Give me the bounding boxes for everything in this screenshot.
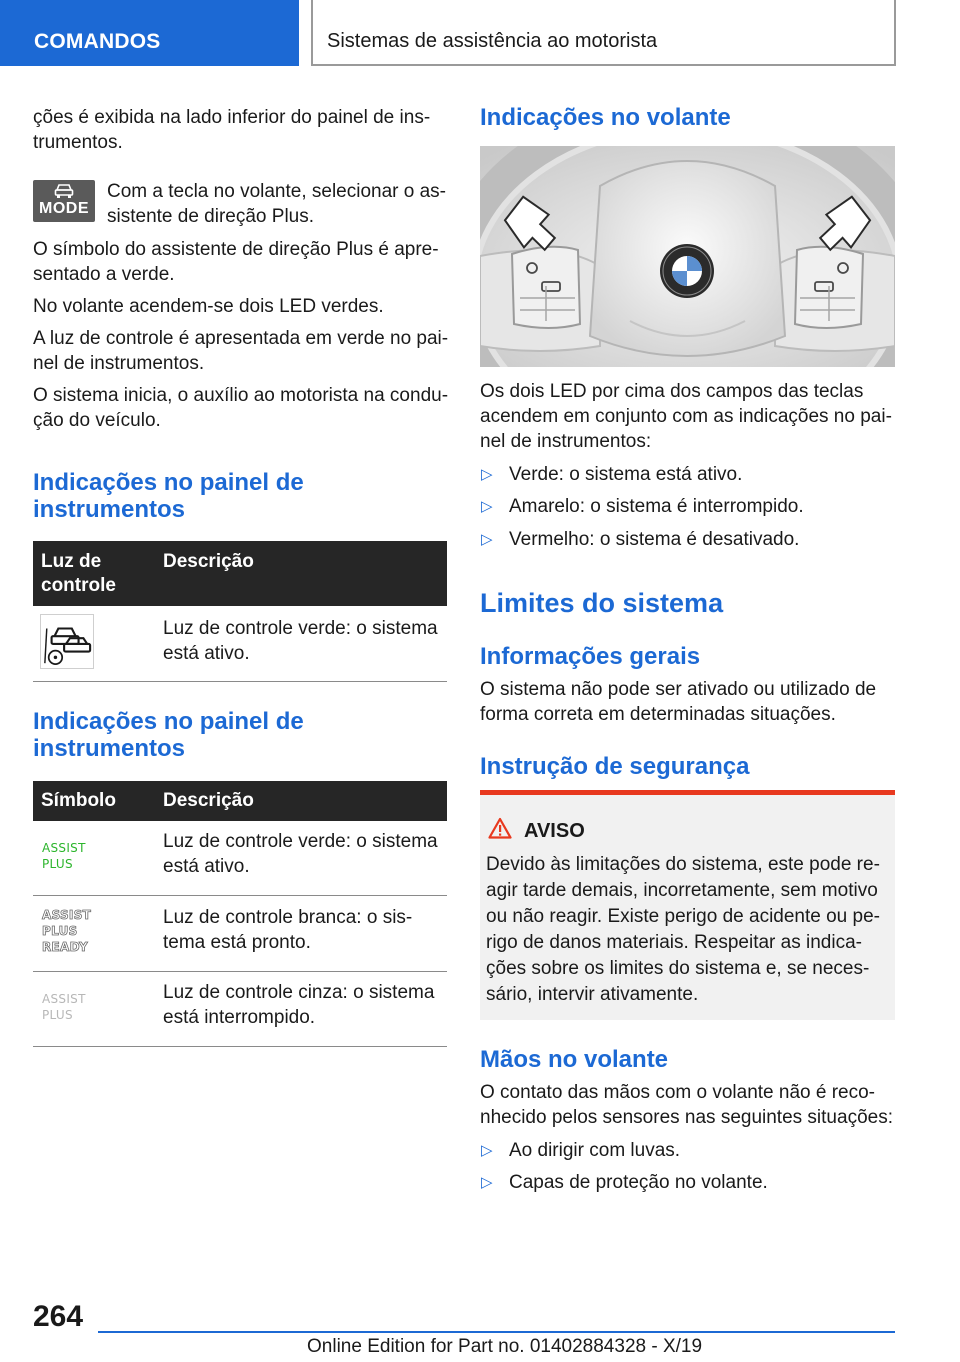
table2-col1: Símbolo [41,790,116,811]
heading-instrument-panel-1b: instrumentos [33,496,186,523]
heading-instrument-panel-2a: Indicações no painel de [33,708,304,735]
table2-row3-divider [33,1046,447,1047]
heading-general-info: Informações gerais [480,643,701,670]
warning-box [480,790,895,1020]
mode-text-line-1: Com a tecla no volante, selecionar o as- [107,181,447,202]
table2-col2: Descrição [163,790,254,811]
intro-line-1: ções é exibida na lado inferior do painel de ins- [33,107,431,128]
table2-row1-desc-1: Luz de controle verde: o sistema [163,831,438,852]
table2-row2-divider [33,971,447,972]
section-title: COMANDOS [34,30,161,53]
table2-header [33,781,447,821]
hands-text-line-2: nhecido pelos sensores nas seguintes situações: [480,1107,893,1128]
assist-plus-green-l2: PLUS [42,857,73,871]
car-icon [54,184,74,199]
table1-row1-desc-2: está ativo. [163,643,250,664]
symbol-text-line-1: O símbolo do assistente de direção Plus é apre- [33,239,439,260]
footer-rule [98,1331,895,1333]
table2-row1-divider [33,895,447,896]
warning-text: Devido às limitações do sistema, este pode re- agir tarde demais, incorretamente, sem motivo ou não reagir. Existe perigo de acidente ou pe- rigo de danos materiais. Respeitar as indica- ções sobre os limites do sistema e, se neces- sário, intervir ativamente. [486,854,880,1005]
warning-title: AVISO [524,820,585,842]
table1-header [33,541,447,606]
wheel-caption-line-1: Os dois LED por cima dos campos das teclas [480,381,864,402]
table2-row3-desc-1: Luz de controle cinza: o sistema [163,982,435,1003]
page-number: 264 [33,1300,84,1333]
heading-instrument-panel-1a: Indicações no painel de [33,469,304,496]
bullet-triangle-icon: ▷ [481,1142,493,1159]
table1-row1-desc-1: Luz de controle verde: o sistema [163,618,438,639]
assist-plus-grey-l2: PLUS [42,1008,73,1022]
heading-wheel-indications: Indicações no volante [480,104,731,131]
assist-plus-ready-l3: READY [42,940,89,954]
general-info-line-2: forma correta em determinadas situações. [480,704,836,725]
hands-text-line-1: O contato das mãos com o volante não é reco- [480,1082,875,1103]
general-info-line-1: O sistema não pode ser ativado ou utilizado de [480,679,877,700]
assist-plus-ready-l2: PLUS [42,924,78,938]
bullet-triangle-icon: ▷ [481,466,493,483]
wheel-caption-line-2: acendem em conjunto com as indicações no pai- [480,406,892,427]
steering-wheel-illustration [480,146,895,367]
section-tab [0,0,299,66]
table1-col1-line2: controle [41,575,116,596]
control-light-line-1: A luz de controle é apresentada em verde no pai- [33,328,449,349]
table2-row2-desc-2: tema está pronto. [163,932,311,953]
mode-button-icon [33,180,95,222]
assist-plus-ready-l1: ASSIST [42,908,92,922]
led-text: No volante acendem-se dois LED verdes. [33,296,384,317]
intro-line-2: trumentos. [33,132,123,153]
bullet-triangle-icon: ▷ [481,531,493,548]
heading-instrument-panel-2b: instrumentos [33,735,186,762]
mode-label: MODE [39,200,89,217]
heading-system-limits: Limites do sistema [480,588,724,618]
bullet-triangle-icon: ▷ [481,498,493,515]
system-start-line-1: O sistema inicia, o auxílio ao motorista na condu- [33,385,449,406]
wheel-caption-line-3: nel de instrumentos: [480,431,652,452]
chapter-title: Sistemas de assistência ao motorista [327,30,658,52]
mode-text-line-2: sistente de direção Plus. [107,206,315,227]
table1-col1-line1: Luz de [41,551,102,572]
footer-edition: Online Edition for Part no. 01402884328 - X/19 [307,1336,703,1357]
control-light-line-2: nel de instrumentos. [33,353,205,374]
lane-assist-icon [40,614,94,669]
table1-col2: Descrição [163,551,254,572]
heading-safety-instruction: Instrução de segurança [480,753,750,780]
symbol-text-line-2: sentado a verde. [33,264,175,285]
heading-hands-on-wheel: Mãos no volante [480,1046,669,1073]
table1-row-divider [33,681,447,682]
warning-triangle-icon [488,817,512,839]
table2-row2-desc-1: Luz de controle branca: o sis- [163,907,413,928]
chapter-tab [311,0,896,66]
table2-row3-desc-2: está interrompido. [163,1007,316,1028]
bullet-triangle-icon: ▷ [481,1174,493,1191]
assist-plus-grey-l1: ASSIST [42,992,86,1006]
table2-row1-desc-2: está ativo. [163,856,250,877]
system-start-line-2: ção do veículo. [33,410,161,431]
assist-plus-green-l1: ASSIST [42,841,86,855]
